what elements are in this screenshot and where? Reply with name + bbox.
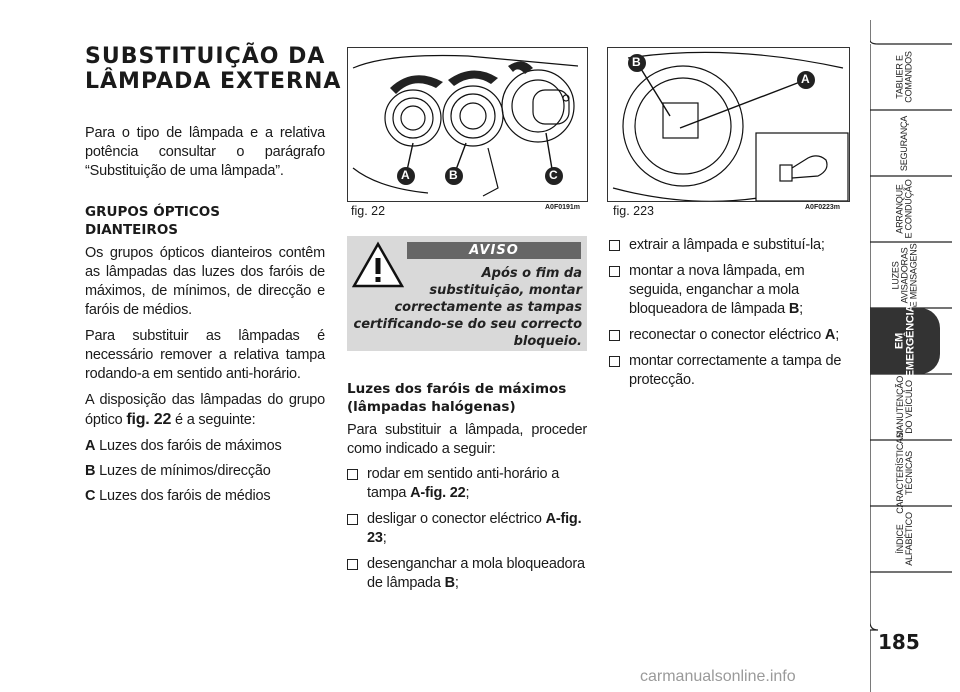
bulb-connector-illustration [608, 48, 849, 201]
tab-label [896, 179, 914, 238]
figure-label-b: B [632, 55, 641, 69]
tab-label-line: TABLIER E [895, 55, 905, 99]
paragraph-3-tail: é a seguinte: [171, 412, 256, 428]
procedure-steps-list-continued [609, 236, 853, 390]
legend-item-b [85, 462, 325, 481]
tab-label-line: LUZES [890, 260, 901, 290]
step-text: rodar em sentido anti-horário a tampa [367, 466, 560, 501]
step-tail: ; [382, 530, 387, 546]
tab-label [896, 376, 914, 438]
legend-text: Luzes dos faróis de máximos [95, 438, 282, 454]
list-item [347, 510, 587, 548]
subsection-heading-line-2: (lâmpadas halógenas) [347, 399, 516, 415]
tab-luzes-avisadoras[interactable] [870, 242, 940, 308]
part-ref: B [444, 575, 455, 591]
paragraph-3 [85, 391, 325, 430]
checkbox-bullet-icon [347, 559, 358, 570]
tab-label-line: MANUTENÇÃO [894, 375, 905, 439]
intro-paragraph: Para o tipo de lâmpada e a relativa potência consultar o parágrafo “Substituição de uma lâmpada”. [85, 125, 325, 179]
figure-22-caption: fig. 22 [351, 204, 386, 218]
paragraph-3-text: A disposição das lâmpadas do grupo óptico [85, 392, 325, 428]
figure-label-b: B [449, 168, 458, 182]
list-item [609, 352, 853, 390]
tab-manutencao-do-veiculo[interactable] [870, 374, 940, 440]
tab-arranque-e-conducao[interactable] [870, 176, 940, 242]
title-line-1: SUBSTITUIÇÃO DA [85, 44, 326, 69]
figure-label-a: A [801, 72, 810, 86]
checkbox-bullet-icon [609, 266, 620, 277]
tab-indice-alfabetico[interactable] [870, 506, 940, 572]
watermark: carmanualsonline.info [640, 668, 796, 685]
tab-label-line: COMANDOS [904, 51, 914, 103]
tab-label-line: CARACTERÍSTICAS [895, 432, 906, 514]
warning-box [347, 236, 587, 351]
legend-item-a [85, 437, 325, 456]
tab-label-line: DO VEÍCULO [903, 380, 914, 434]
figure-22-image [347, 47, 588, 202]
figure-22-code: A0F0191m [545, 204, 581, 211]
tab-label [896, 432, 914, 514]
warning-text: Após o fim da substituição, montar correctamente as tampas certificando-se do seu correcto bloqueio. [353, 266, 582, 349]
tab-caracteristicas-tecnicas[interactable] [870, 432, 940, 514]
tab-label [891, 243, 918, 307]
list-item [609, 262, 853, 319]
procedure-intro: Para substituir a lâmpada, proceder como indicado a seguir: [347, 422, 587, 457]
fig-ref-link[interactable]: fig. 22 [126, 411, 172, 428]
warning-label: AVISO [407, 242, 581, 259]
legend-text: Luzes dos faróis de médios [95, 488, 271, 504]
tab-seguranca[interactable] [870, 110, 940, 176]
figure-ref-link[interactable]: A-fig. 23 [367, 511, 582, 546]
step-text: desligar o conector eléctrico [367, 511, 546, 527]
tab-label-line: AVISADORAS [899, 247, 910, 303]
tab-tablier-e-comandos[interactable] [870, 44, 940, 110]
figure-223-image [607, 47, 850, 202]
step-text: montar a nova lâmpada, em seguida, enganchar a mola bloqueadora de lâmpada [629, 263, 805, 317]
figure-label-markers [628, 54, 815, 89]
checkbox-bullet-icon [609, 330, 620, 341]
tab-label [901, 115, 910, 170]
step-text: extrair a lâmpada e substituí-la; [629, 237, 825, 253]
step-tail: ; [799, 301, 803, 317]
section-heading [85, 203, 325, 239]
legend-key: A [85, 438, 96, 454]
list-item [609, 236, 853, 255]
paragraph-2: Para substituir as lâmpadas é necessário remover a relativa tampa rodando-a em sentido anti-horário. [85, 328, 325, 382]
page-number: 185 [878, 630, 920, 654]
figure-ref-link[interactable]: A-fig. 22 [410, 485, 466, 501]
chapter-tabs [870, 0, 960, 692]
checkbox-bullet-icon [609, 356, 620, 367]
step-text: montar correctamente a tampa de protecção. [629, 353, 842, 388]
tab-label-line: E MENSAGENS [908, 243, 919, 307]
legend-key: B [85, 463, 96, 479]
step-text: desenganchar a mola bloqueadora de lâmpada [367, 556, 585, 591]
tab-label-line: ARRANQUE [894, 184, 905, 234]
tab-label-line: E CONDUÇÃO [903, 179, 914, 239]
procedure-steps-list [347, 465, 587, 593]
left-column [85, 124, 325, 506]
page-title [85, 44, 345, 94]
part-ref: A [824, 327, 836, 343]
figure-label-c: C [549, 168, 558, 182]
tab-label-line: EM [893, 332, 905, 350]
legend-key: C [85, 488, 96, 504]
tab-em-emergencia[interactable] [870, 304, 940, 378]
step-text: reconectar o conector eléctrico [629, 327, 825, 343]
figure-label-a: A [401, 168, 410, 182]
subsection-heading [347, 380, 587, 416]
figure-label-markers [397, 167, 563, 185]
tab-label-line: TÉCNICAS [904, 451, 915, 495]
figure-223-caption: fig. 223 [613, 204, 655, 218]
checkbox-bullet-icon [609, 240, 620, 251]
part-ref: B [788, 301, 800, 317]
tab-label-line: ÍNDICE [895, 524, 905, 554]
tab-label-line: ALFABÉTICO [904, 512, 914, 566]
tab-label-line: EMERGÊNCIA [904, 304, 916, 378]
title-line-2: LÂMPADA EXTERNA [85, 69, 342, 94]
section-heading-line-2: DIANTEIROS [85, 222, 179, 238]
section-heading-line-1: GRUPOS ÓPTICOS [85, 204, 220, 220]
legend-item-c [85, 487, 325, 506]
tab-label [896, 51, 914, 102]
tab-label [896, 512, 914, 566]
paragraph-1: Os grupos ópticos dianteiros contêm as lâmpadas das luzes dos faróis de máximos, de mínimos, de direcção e faróis de médios. [85, 245, 325, 318]
tab-label-line: SEGURANÇA [899, 115, 910, 171]
right-column [609, 236, 853, 397]
checkbox-bullet-icon [347, 469, 358, 480]
step-tail: ; [465, 485, 470, 501]
step-tail: ; [454, 575, 459, 591]
checkbox-bullet-icon [347, 514, 358, 525]
middle-column [347, 380, 587, 600]
list-item [347, 555, 587, 593]
step-tail: ; [835, 327, 840, 343]
figure-223-code: A0F0223m [805, 204, 841, 211]
subsection-heading-line-1: Luzes dos faróis de máximos [347, 381, 567, 397]
list-item [609, 326, 853, 345]
list-item [347, 465, 587, 503]
tab-label [894, 305, 916, 378]
legend-text: Luzes de mínimos/direcção [95, 463, 271, 479]
